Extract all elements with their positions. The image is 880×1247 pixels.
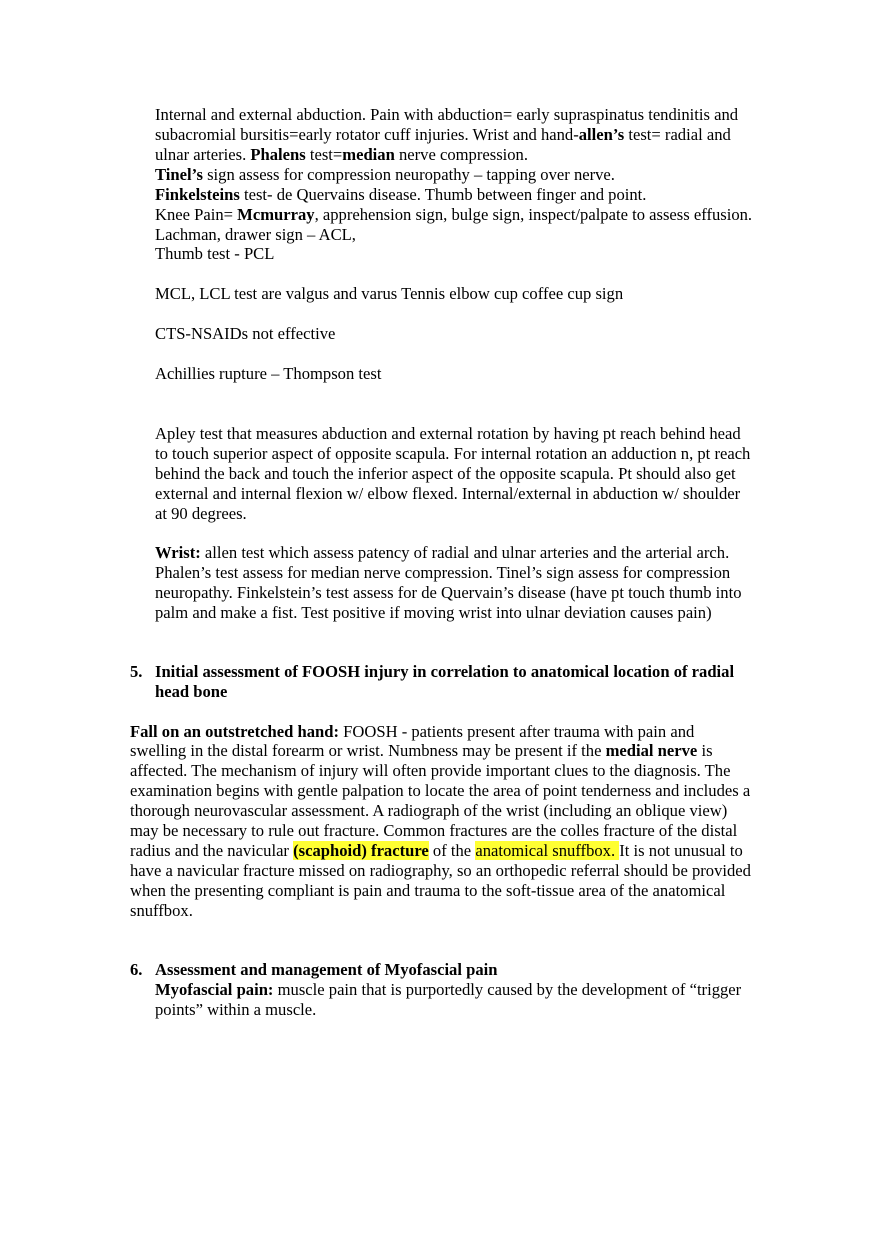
section-heading: Assessment and management of Myofascial pain bbox=[155, 960, 498, 979]
text-line: when the presenting compliant is pain and trauma to the soft-tissue area of the anatomical bbox=[130, 881, 726, 900]
highlight-snuffbox: anatomical snuffbox. bbox=[475, 841, 620, 860]
text-line: Fall on an outstretched hand: FOOSH - patients present after trauma with pain and bbox=[130, 722, 695, 741]
text-line: CTS-NSAIDs not effective bbox=[155, 324, 336, 343]
text-line: external and internal flexion w/ elbow flexed. Internal/external in abduction w/ shoulder bbox=[155, 484, 741, 503]
text-line: subacromial bursitis=early rotator cuff injuries. Wrist and hand-allen’s test= radial and bbox=[155, 125, 731, 144]
text-line: radius and the navicular (scaphoid) fracture of the anatomical snuffbox. It is not unusual to bbox=[130, 841, 743, 860]
text-line: swelling in the distal forearm or wrist. Numbness may be present if the medial nerve is bbox=[130, 741, 713, 760]
text-line: examination begins with gentle palpation to locate the area of point tenderness and includes a bbox=[130, 781, 751, 800]
highlight-scaphoid: (scaphoid) fracture bbox=[293, 841, 429, 860]
list-number: 6. bbox=[130, 960, 143, 979]
text-line: behind the back and touch the inferior aspect of the opposite scapula. Pt should also get bbox=[155, 464, 736, 483]
text-line: Tinel’s sign assess for compression neuropathy – tapping over nerve. bbox=[155, 165, 615, 184]
text-line: neuropathy. Finkelstein’s test assess for de Quervain’s disease (have pt touch thumb into bbox=[155, 583, 742, 602]
text-line: Thumb test - PCL bbox=[155, 244, 275, 263]
text-line: to touch superior aspect of opposite scapula. For internal rotation an adduction n, pt reach bbox=[155, 444, 751, 463]
section-heading: head bone bbox=[155, 682, 228, 701]
text-line: snuffbox. bbox=[130, 901, 193, 920]
list-number: 5. bbox=[130, 662, 143, 681]
text-line: Lachman, drawer sign – ACL, bbox=[155, 225, 356, 244]
text-line: ulnar arteries. Phalens test=median nerve compression. bbox=[155, 145, 528, 164]
text-line: Phalen’s test assess for median nerve compression. Tinel’s sign assess for compression bbox=[155, 563, 731, 582]
text-line: palm and make a fist. Test positive if moving wrist into ulnar deviation causes pain) bbox=[155, 603, 712, 622]
section-heading: Initial assessment of FOOSH injury in correlation to anatomical location of radial bbox=[155, 662, 735, 681]
text-line: Knee Pain= Mcmurray, apprehension sign, bulge sign, inspect/palpate to assess effusion. bbox=[155, 205, 753, 224]
text-line: points” within a muscle. bbox=[155, 1000, 317, 1019]
text-line: thorough neurovascular assessment. A radiograph of the wrist (including an oblique view) bbox=[130, 801, 728, 820]
text-line: Finkelsteins test- de Quervains disease. Thumb between finger and point. bbox=[155, 185, 647, 204]
text-line: Achillies rupture – Thompson test bbox=[155, 364, 382, 383]
text-line: Internal and external abduction. Pain with abduction= early supraspinatus tendinitis and bbox=[155, 105, 739, 124]
text-line: Wrist: allen test which assess patency of radial and ulnar arteries and the arterial arch. bbox=[155, 543, 730, 562]
text-line: may be necessary to rule out fracture. Common fractures are the colles fracture of the distal bbox=[130, 821, 738, 840]
text-line: affected. The mechanism of injury will often provide important clues to the diagnosis. The bbox=[130, 761, 731, 780]
text-line: Apley test that measures abduction and external rotation by having pt reach behind head bbox=[155, 424, 741, 443]
text-line: MCL, LCL test are valgus and varus Tennis elbow cup coffee cup sign bbox=[155, 284, 624, 303]
text-line: at 90 degrees. bbox=[155, 504, 247, 523]
text-line: have a navicular fracture missed on radiography, so an orthopedic referral should be provided bbox=[130, 861, 751, 880]
text-line: Myofascial pain: muscle pain that is purportedly caused by the development of “trigger bbox=[155, 980, 742, 999]
